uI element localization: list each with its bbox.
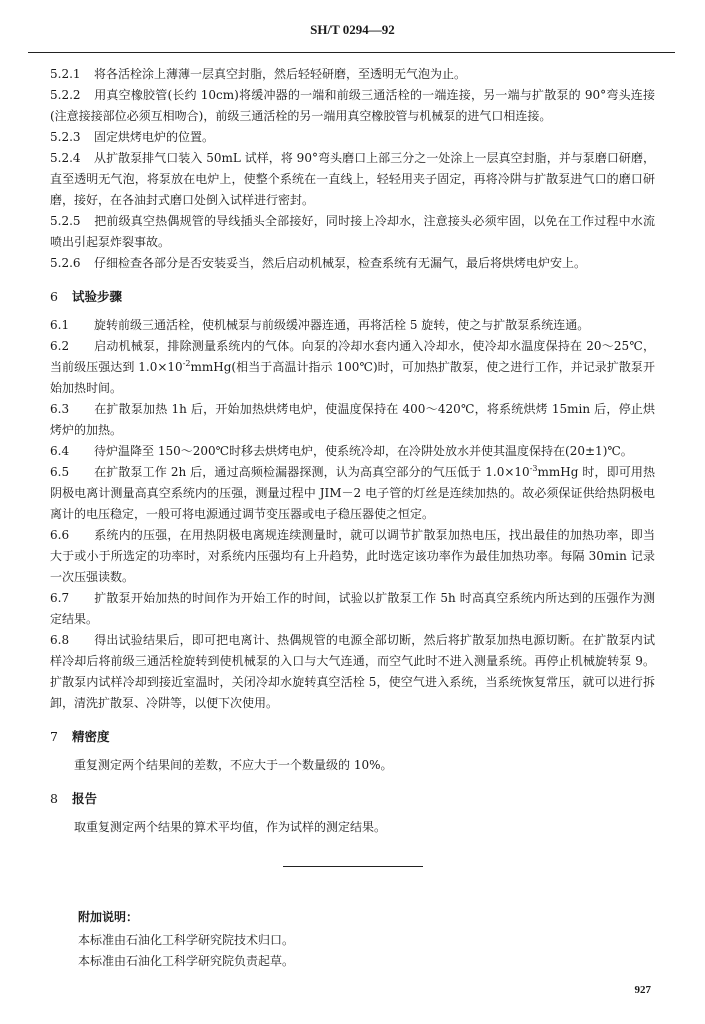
paragraph-6-5 xyxy=(50,462,655,525)
paragraph-number: 6.2 xyxy=(50,339,70,353)
paragraph-5-2-5 xyxy=(50,211,655,253)
paragraph-5-2-6 xyxy=(50,253,655,274)
document-body xyxy=(50,64,655,972)
paragraph-6-8 xyxy=(50,630,655,714)
paragraph-text: 从扩散泵排气口装入 50mL 试样，将 90°弯头磨口上部三分之一处涂上一层真空封脂，并与泵磨口研磨，直至透明无气泡，将泵放在电炉上，使整个系统在一直线上，轻轻用夹子固定，再将冷阱与扩散泵进气口的磨口研磨，接好，在各油封式磨口处倒入试样进行密封。 xyxy=(50,151,655,207)
paragraph-number: 5.2.2 xyxy=(50,88,81,102)
paragraph-number: 5.2.5 xyxy=(50,214,81,228)
note-line: 本标准由石油化工科学研究院技术归口。 xyxy=(78,933,295,947)
section-6-body xyxy=(50,315,655,714)
paragraph-text-pre: 在扩散泵工作 2h 后，通过高频检漏器探测，认为高真空部分的气压低于 1.0×10 xyxy=(94,465,530,479)
additional-notes-title: 附加说明： xyxy=(78,910,139,924)
paragraph-text: 用真空橡胶管(长约 10cm)将缓冲器的一端和前级三通活栓的一端连接，另一端与扩散泵的 90°弯头连接(注意接接部位必须互相吻合)，前级三通活栓的另一端用真空橡胶管与机械泵的进气口相连接。 xyxy=(50,88,655,123)
section-8-text: 取重复测定两个结果的算术平均值，作为试样的测定结果。 xyxy=(74,820,387,834)
paragraph-number: 6.1 xyxy=(50,318,70,332)
paragraph-number: 5.2.1 xyxy=(50,67,81,81)
paragraph-text: 固定烘烤电炉的位置。 xyxy=(94,130,215,144)
end-rule xyxy=(283,866,423,867)
paragraph-number: 5.2.4 xyxy=(50,151,81,165)
section-title: 精密度 xyxy=(72,729,110,744)
paragraph-5-2-2 xyxy=(50,85,655,127)
paragraph-number: 6.5 xyxy=(50,465,70,479)
paragraph-text: 仔细检查各部分是否安装妥当，然后启动机械泵，检查系统有无漏气，最后将烘烤电炉安上。 xyxy=(94,256,587,270)
section-number: 6 xyxy=(50,289,58,304)
paragraph-text: 在扩散泵加热 1h 后，开始加热烘烤电炉，使温度保持在 400～420℃，将系统烘烤 15min 后，停止烘烤炉的加热。 xyxy=(50,402,655,437)
section-number: 8 xyxy=(50,791,58,806)
paragraph-number: 6.8 xyxy=(50,633,70,647)
standard-number-header: SH/T 0294—92 xyxy=(310,22,395,37)
section-number: 7 xyxy=(50,729,58,744)
paragraph-6-2 xyxy=(50,336,655,399)
paragraph-6-6 xyxy=(50,525,655,588)
paragraph-number: 6.6 xyxy=(50,528,70,542)
paragraph-number: 6.3 xyxy=(50,402,70,416)
paragraph-text-post: mmHg 时，即可用热阴极电离计测量高真空系统内的压强，测量过程中 JIM－2 电子管的灯丝是连续加热的。故必须保证供给热阴极电离计的电压稳定，一般可将电源通过调节变压器或电子稳压器使之恒定。 xyxy=(50,465,655,521)
paragraph-6-7 xyxy=(50,588,655,630)
header-rule xyxy=(28,52,675,53)
paragraph-5-2-1 xyxy=(50,64,655,85)
paragraph-text: 待炉温降至 150～200℃时移去烘烤电炉，使系统冷却，在冷阱处放水并使其温度保持在(20±1)℃。 xyxy=(94,444,633,458)
section-7-heading xyxy=(50,726,655,747)
paragraph-text: 扩散泵开始加热的时间作为开始工作的时间，试验以扩散泵工作 5h 时高真空系统内所达到的压强作为测定结果。 xyxy=(50,591,655,626)
paragraph-number: 6.4 xyxy=(50,444,70,458)
exponent: -3 xyxy=(529,464,538,473)
paragraph-number: 5.2.6 xyxy=(50,256,81,270)
paragraph-text: 得出试验结果后，即可把电离计、热偶规管的电源全部切断，然后将扩散泵加热电源切断。在扩散泵内试样冷却后将前级三通活栓旋转到使机械泵的入口与大气连通，而空气此时不进入测量系统。再停止机械旋转泵 9。扩散泵内试样冷却到接近室温时，关闭冷却水旋转真空活栓 5，使空气进入系统，当系统恢复常压，就可以进行拆卸，清洗扩散泵、冷阱等，以便下次使用。 xyxy=(50,633,655,710)
paragraph-5-2-3 xyxy=(50,127,655,148)
paragraph-6-3 xyxy=(50,399,655,441)
paragraph-number: 6.7 xyxy=(50,591,70,605)
paragraph-text-post: mmHg(相当于高温计指示 100℃)时，可加热扩散泵，使之进行工作，并记录扩散泵开始加热时间。 xyxy=(50,360,655,395)
paragraph-text: 系统内的压强，在用热阴极电离规连续测量时，就可以调节扩散泵加热电压，找出最佳的加热功率，即当大于或小于所选定的功率时，对系统内压强均有上升趋势，此时选定该功率作为最佳加热功率。每隔 30min 记录一次压强读数。 xyxy=(50,528,655,584)
paragraph-text-pre: 启动机械泵，排除测量系统内的气体。向泵的冷却水套内通入冷却水，使冷却水温度保持在 20～25℃，当前级压强达到 1.0×10 xyxy=(50,339,655,374)
exponent: -2 xyxy=(182,359,191,368)
section-title: 试验步骤 xyxy=(72,289,123,304)
subsection-5-2 xyxy=(50,64,655,274)
section-8-heading xyxy=(50,788,655,809)
paragraph-text: 把前级真空热偶规管的导线插头全部接好，同时接上冷却水，注意接头必须牢固，以免在工作过程中水流喷出引起泵炸裂事故。 xyxy=(50,214,655,249)
section-title: 报告 xyxy=(72,791,98,806)
paragraph-6-4 xyxy=(50,441,655,462)
section-7-text: 重复测定两个结果间的差数，不应大于一个数量级的 10%。 xyxy=(74,758,393,772)
paragraph-number: 5.2.3 xyxy=(50,130,81,144)
page-number: 927 xyxy=(634,984,651,996)
paragraph-5-2-4 xyxy=(50,148,655,211)
paragraph-text: 旋转前级三通活栓，使机械泵与前级缓冲器连通，再将活栓 5 旋转，使之与扩散泵系统连通。 xyxy=(94,318,590,332)
paragraph-text: 将各活栓涂上薄薄一层真空封脂，然后轻轻研磨，至透明无气泡为止。 xyxy=(94,67,467,81)
section-6-heading xyxy=(50,286,655,307)
note-line: 本标准由石油化工科学研究院负责起草。 xyxy=(78,954,295,968)
paragraph-6-1 xyxy=(50,315,655,336)
